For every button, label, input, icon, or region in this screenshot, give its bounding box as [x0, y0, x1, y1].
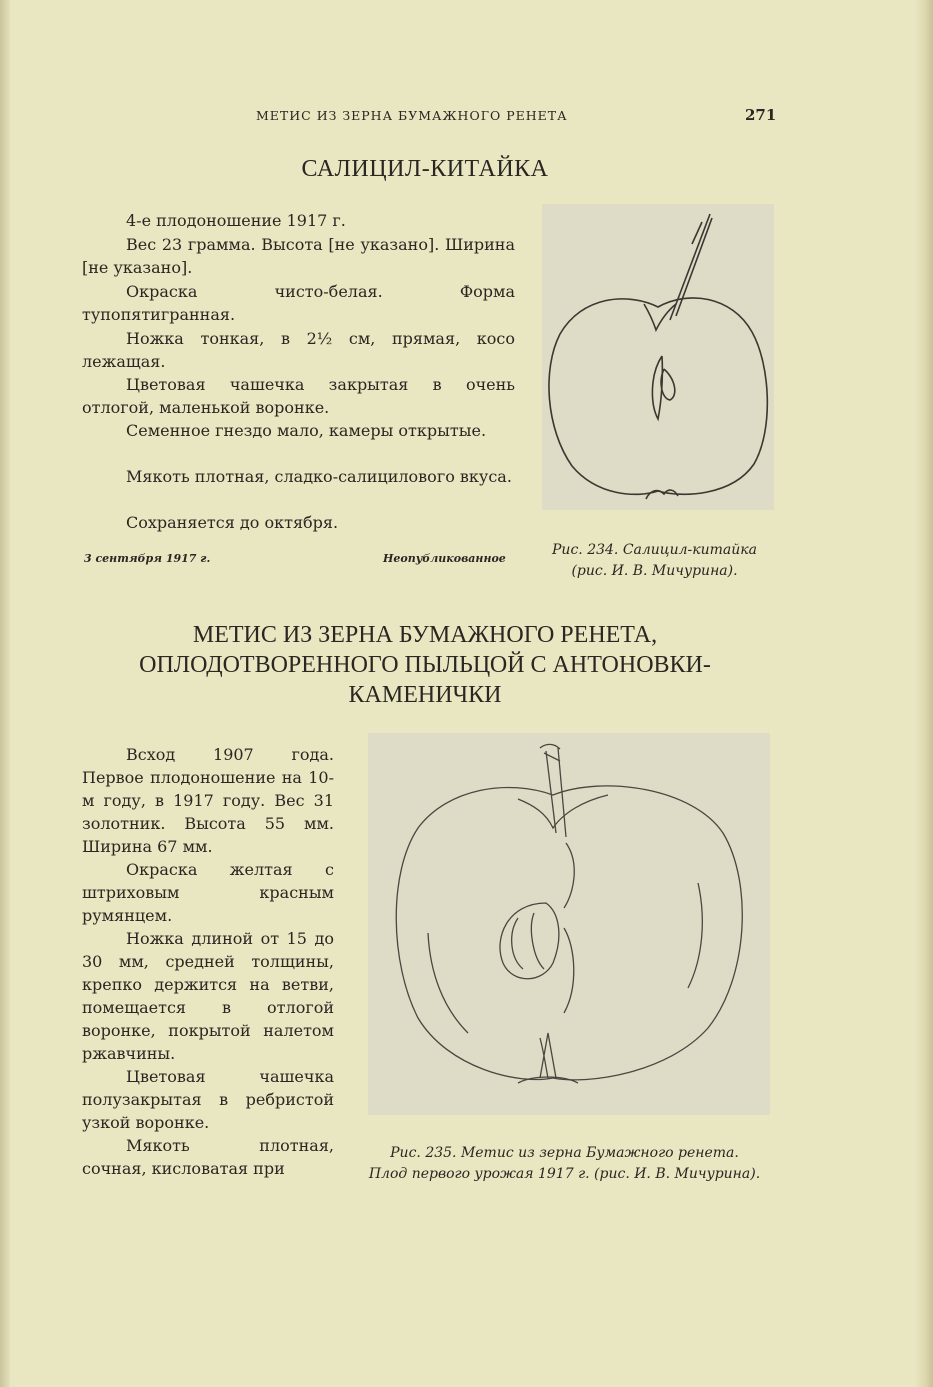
- figure-235-caption-1: Рис. 235. Метис из зерна Бумажного ренета.: [390, 1145, 739, 1161]
- apple-drawing-234: [542, 204, 774, 510]
- s1-status: Неопубликованное: [383, 552, 506, 565]
- s2-para-4: Цветовая чашечка полузакрытая в ребристой узкой воронке.: [82, 1067, 334, 1132]
- page-number: 271: [745, 106, 777, 124]
- figure-235-caption-2: Плод первого урожая 1917 г. (рис. И. В. Мичурина).: [368, 1166, 761, 1182]
- section2-title: [100, 620, 750, 710]
- s1-para-1: 4-е плодоношение 1917 г.: [126, 211, 346, 230]
- figure-234-caption-1: Рис. 234. Салицил-китайка: [552, 542, 757, 558]
- section1-title: САЛИЦИЛ-КИТАЙКА: [301, 156, 549, 182]
- s1-para-5: Цветовая чашечка закрытая в очень отлогой, маленькой воронке.: [82, 375, 515, 418]
- s1-para-4: Ножка тонкая, в 2½ см, прямая, косо лежащая.: [82, 329, 515, 372]
- s1-para-6: Семенное гнездо мало, камеры открытые.: [126, 421, 487, 440]
- page-edge: [915, 0, 933, 1387]
- s1-para-3: Окраска чисто-белая. Форма тупопятигранная.: [82, 282, 515, 325]
- running-title: МЕТИС ИЗ ЗЕРНА БУМАЖНОГО РЕНЕТА: [256, 108, 568, 123]
- s2-para-5: Мякоть плотная, сочная, кисловатая при: [82, 1136, 334, 1178]
- s1-date: 3 сентября 1917 г.: [84, 552, 211, 565]
- s2-para-1: Всход 1907 года. Первое плодоношение на 10-м году, в 1917 году. Вес 31 золотник. Высота 55 мм. Ширина 67 мм.: [82, 745, 334, 856]
- s1-para-2: Вес 23 грамма. Высота [не указано]. Ширина [не указано].: [82, 235, 515, 278]
- s2-para-3: Ножка длиной от 15 до 30 мм, средней толщины, крепко держится на ветви, помещается в отлогой воронке, покрытой налетом ржавчины.: [82, 929, 334, 1063]
- figure-234-caption-2: (рис. И. В. Мичурина).: [571, 563, 738, 579]
- figure-234-apple: [542, 204, 774, 510]
- page-gutter: [0, 0, 10, 1387]
- apple-drawing-235: [368, 733, 770, 1115]
- section2-title-line2: ОПЛОДОТВОРЕННОГО ПЫЛЬЦОЙ С АНТОНОВКИ-: [139, 652, 711, 678]
- s2-para-2: Окраска желтая с штриховым красным румянцем.: [82, 860, 334, 925]
- section2-title-line1: МЕТИС ИЗ ЗЕРНА БУМАЖНОГО РЕНЕТА,: [192, 622, 658, 648]
- figure-235-apple: [368, 733, 770, 1115]
- s1-para-7: Мякоть плотная, сладко-салицилового вкуса.: [126, 467, 512, 486]
- s1-para-8: Сохраняется до октября.: [126, 513, 339, 532]
- section2-title-line3: КАМЕНИЧКИ: [348, 682, 502, 708]
